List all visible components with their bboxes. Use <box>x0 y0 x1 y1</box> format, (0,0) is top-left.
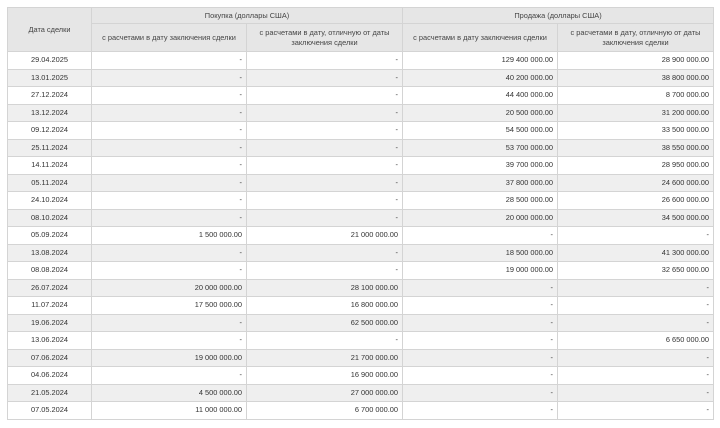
sale-other-day-cell: 31 200 000.00 <box>558 104 714 122</box>
sale-other-day-cell: 38 800 000.00 <box>558 69 714 87</box>
purchase-other-day-cell: - <box>247 122 403 140</box>
table-row <box>8 122 714 140</box>
sale-other-day-cell: - <box>558 279 714 297</box>
purchase-other-day-cell: 62 500 000.00 <box>247 314 403 332</box>
table-row <box>8 192 714 210</box>
deal-date-cell: 04.06.2024 <box>8 367 92 385</box>
purchase-other-day-cell: - <box>247 244 403 262</box>
sale-other-day-cell: - <box>558 384 714 402</box>
sale-same-day-cell: 53 700 000.00 <box>403 139 558 157</box>
purchase-same-day-cell: - <box>92 192 247 210</box>
table-row <box>8 367 714 385</box>
deal-date-cell: 13.12.2024 <box>8 104 92 122</box>
sale-other-day-cell: 28 900 000.00 <box>558 52 714 70</box>
purchase-other-day-header[interactable]: с расчетами в дату, отличную от даты заключения сделки <box>247 24 403 52</box>
table-row <box>8 104 714 122</box>
purchase-same-day-cell: - <box>92 104 247 122</box>
table-row <box>8 314 714 332</box>
deal-date-cell: 29.04.2025 <box>8 52 92 70</box>
sale-same-day-cell: 44 400 000.00 <box>403 87 558 105</box>
table-row <box>8 209 714 227</box>
sale-group-header: Продажа (доллары США) <box>403 8 714 24</box>
deal-date-cell: 25.11.2024 <box>8 139 92 157</box>
table-row <box>8 262 714 280</box>
sale-other-day-cell: 33 500 000.00 <box>558 122 714 140</box>
sale-same-day-cell: 18 500 000.00 <box>403 244 558 262</box>
sale-other-day-cell: - <box>558 367 714 385</box>
purchase-same-day-cell: - <box>92 157 247 175</box>
table-row <box>8 402 714 420</box>
sale-same-day-cell: - <box>403 332 558 350</box>
purchase-other-day-cell: 28 100 000.00 <box>247 279 403 297</box>
purchase-other-day-cell: - <box>247 52 403 70</box>
sale-same-day-cell: 39 700 000.00 <box>403 157 558 175</box>
purchase-same-day-cell: 17 500 000.00 <box>92 297 247 315</box>
purchase-same-day-header[interactable]: с расчетами в дату заключения сделки <box>92 24 247 52</box>
purchase-other-day-cell: - <box>247 192 403 210</box>
sale-same-day-header[interactable]: с расчетами в дату заключения сделки <box>403 24 558 52</box>
purchase-same-day-cell: 19 000 000.00 <box>92 349 247 367</box>
deal-date-cell: 13.08.2024 <box>8 244 92 262</box>
deal-date-cell: 05.11.2024 <box>8 174 92 192</box>
deal-date-cell: 07.06.2024 <box>8 349 92 367</box>
purchase-same-day-cell: - <box>92 244 247 262</box>
sale-other-day-cell: 6 650 000.00 <box>558 332 714 350</box>
purchase-other-day-cell: - <box>247 332 403 350</box>
table-row <box>8 297 714 315</box>
purchase-same-day-cell: - <box>92 87 247 105</box>
sale-same-day-cell: 28 500 000.00 <box>403 192 558 210</box>
purchase-other-day-cell: - <box>247 69 403 87</box>
sale-other-day-cell: 28 950 000.00 <box>558 157 714 175</box>
purchase-other-day-cell: - <box>247 104 403 122</box>
purchase-other-day-cell: 16 800 000.00 <box>247 297 403 315</box>
sale-same-day-cell: - <box>403 384 558 402</box>
sale-same-day-cell: 37 800 000.00 <box>403 174 558 192</box>
sale-same-day-cell: - <box>403 349 558 367</box>
purchase-same-day-cell: - <box>92 174 247 192</box>
sale-other-day-cell: 24 600 000.00 <box>558 174 714 192</box>
sale-other-day-cell: - <box>558 314 714 332</box>
fx-deals-table <box>7 7 714 420</box>
table-header <box>8 8 714 52</box>
purchase-other-day-cell: - <box>247 157 403 175</box>
sale-other-day-cell: 32 650 000.00 <box>558 262 714 280</box>
deal-date-cell: 09.12.2024 <box>8 122 92 140</box>
purchase-other-day-cell: - <box>247 87 403 105</box>
sale-other-day-cell: 26 600 000.00 <box>558 192 714 210</box>
table-row <box>8 52 714 70</box>
purchase-same-day-cell: 1 500 000.00 <box>92 227 247 245</box>
sale-same-day-cell: 20 000 000.00 <box>403 209 558 227</box>
sale-same-day-cell: - <box>403 227 558 245</box>
table-body <box>8 52 714 420</box>
purchase-same-day-cell: 4 500 000.00 <box>92 384 247 402</box>
sale-other-day-cell: 38 550 000.00 <box>558 139 714 157</box>
deal-date-cell: 11.07.2024 <box>8 297 92 315</box>
purchase-same-day-cell: - <box>92 139 247 157</box>
table-row <box>8 244 714 262</box>
purchase-other-day-cell: - <box>247 209 403 227</box>
table-row <box>8 227 714 245</box>
table-row <box>8 174 714 192</box>
deal-date-cell: 21.05.2024 <box>8 384 92 402</box>
deal-date-cell: 14.11.2024 <box>8 157 92 175</box>
deal-date-cell: 19.06.2024 <box>8 314 92 332</box>
sale-same-day-cell: 20 500 000.00 <box>403 104 558 122</box>
sale-other-day-cell: - <box>558 349 714 367</box>
sale-other-day-cell: - <box>558 227 714 245</box>
sale-other-day-cell: - <box>558 297 714 315</box>
sale-other-day-cell: 41 300 000.00 <box>558 244 714 262</box>
purchase-other-day-cell: 6 700 000.00 <box>247 402 403 420</box>
deal-date-cell: 13.06.2024 <box>8 332 92 350</box>
deal-date-cell: 26.07.2024 <box>8 279 92 297</box>
table-row <box>8 332 714 350</box>
purchase-same-day-cell: - <box>92 367 247 385</box>
deal-date-cell: 08.10.2024 <box>8 209 92 227</box>
purchase-same-day-cell: 20 000 000.00 <box>92 279 247 297</box>
purchase-same-day-cell: - <box>92 314 247 332</box>
purchase-other-day-cell: - <box>247 174 403 192</box>
deal-date-cell: 13.01.2025 <box>8 69 92 87</box>
sale-other-day-cell: - <box>558 402 714 420</box>
sale-same-day-cell: - <box>403 367 558 385</box>
deal-date-cell: 24.10.2024 <box>8 192 92 210</box>
sale-same-day-cell: - <box>403 279 558 297</box>
deal-date-cell: 05.09.2024 <box>8 227 92 245</box>
purchase-same-day-cell: - <box>92 52 247 70</box>
sale-other-day-cell: 34 500 000.00 <box>558 209 714 227</box>
sale-other-day-cell: 8 700 000.00 <box>558 87 714 105</box>
deal-date-cell: 27.12.2024 <box>8 87 92 105</box>
date-column-header[interactable]: Дата сделки <box>8 8 92 52</box>
purchase-other-day-cell: 27 000 000.00 <box>247 384 403 402</box>
purchase-same-day-cell: 11 000 000.00 <box>92 402 247 420</box>
sale-same-day-cell: - <box>403 314 558 332</box>
purchase-same-day-cell: - <box>92 332 247 350</box>
sale-same-day-cell: 40 200 000.00 <box>403 69 558 87</box>
purchase-other-day-cell: 16 900 000.00 <box>247 367 403 385</box>
sale-other-day-header[interactable]: с расчетами в дату, отличную от даты заключения сделки <box>558 24 714 52</box>
sale-same-day-cell: 54 500 000.00 <box>403 122 558 140</box>
table-row <box>8 157 714 175</box>
purchase-same-day-cell: - <box>92 122 247 140</box>
purchase-same-day-cell: - <box>92 69 247 87</box>
table-row <box>8 279 714 297</box>
table-row <box>8 139 714 157</box>
purchase-same-day-cell: - <box>92 262 247 280</box>
purchase-same-day-cell: - <box>92 209 247 227</box>
purchase-other-day-cell: - <box>247 139 403 157</box>
sale-same-day-cell: 19 000 000.00 <box>403 262 558 280</box>
table-row <box>8 384 714 402</box>
deal-date-cell: 08.08.2024 <box>8 262 92 280</box>
table-row <box>8 349 714 367</box>
purchase-group-header: Покупка (доллары США) <box>92 8 403 24</box>
table-row <box>8 87 714 105</box>
purchase-other-day-cell: 21 000 000.00 <box>247 227 403 245</box>
sale-same-day-cell: - <box>403 402 558 420</box>
sale-same-day-cell: - <box>403 297 558 315</box>
table-row <box>8 69 714 87</box>
purchase-other-day-cell: - <box>247 262 403 280</box>
purchase-other-day-cell: 21 700 000.00 <box>247 349 403 367</box>
deal-date-cell: 07.05.2024 <box>8 402 92 420</box>
deals-table-container <box>7 7 713 420</box>
sale-same-day-cell: 129 400 000.00 <box>403 52 558 70</box>
